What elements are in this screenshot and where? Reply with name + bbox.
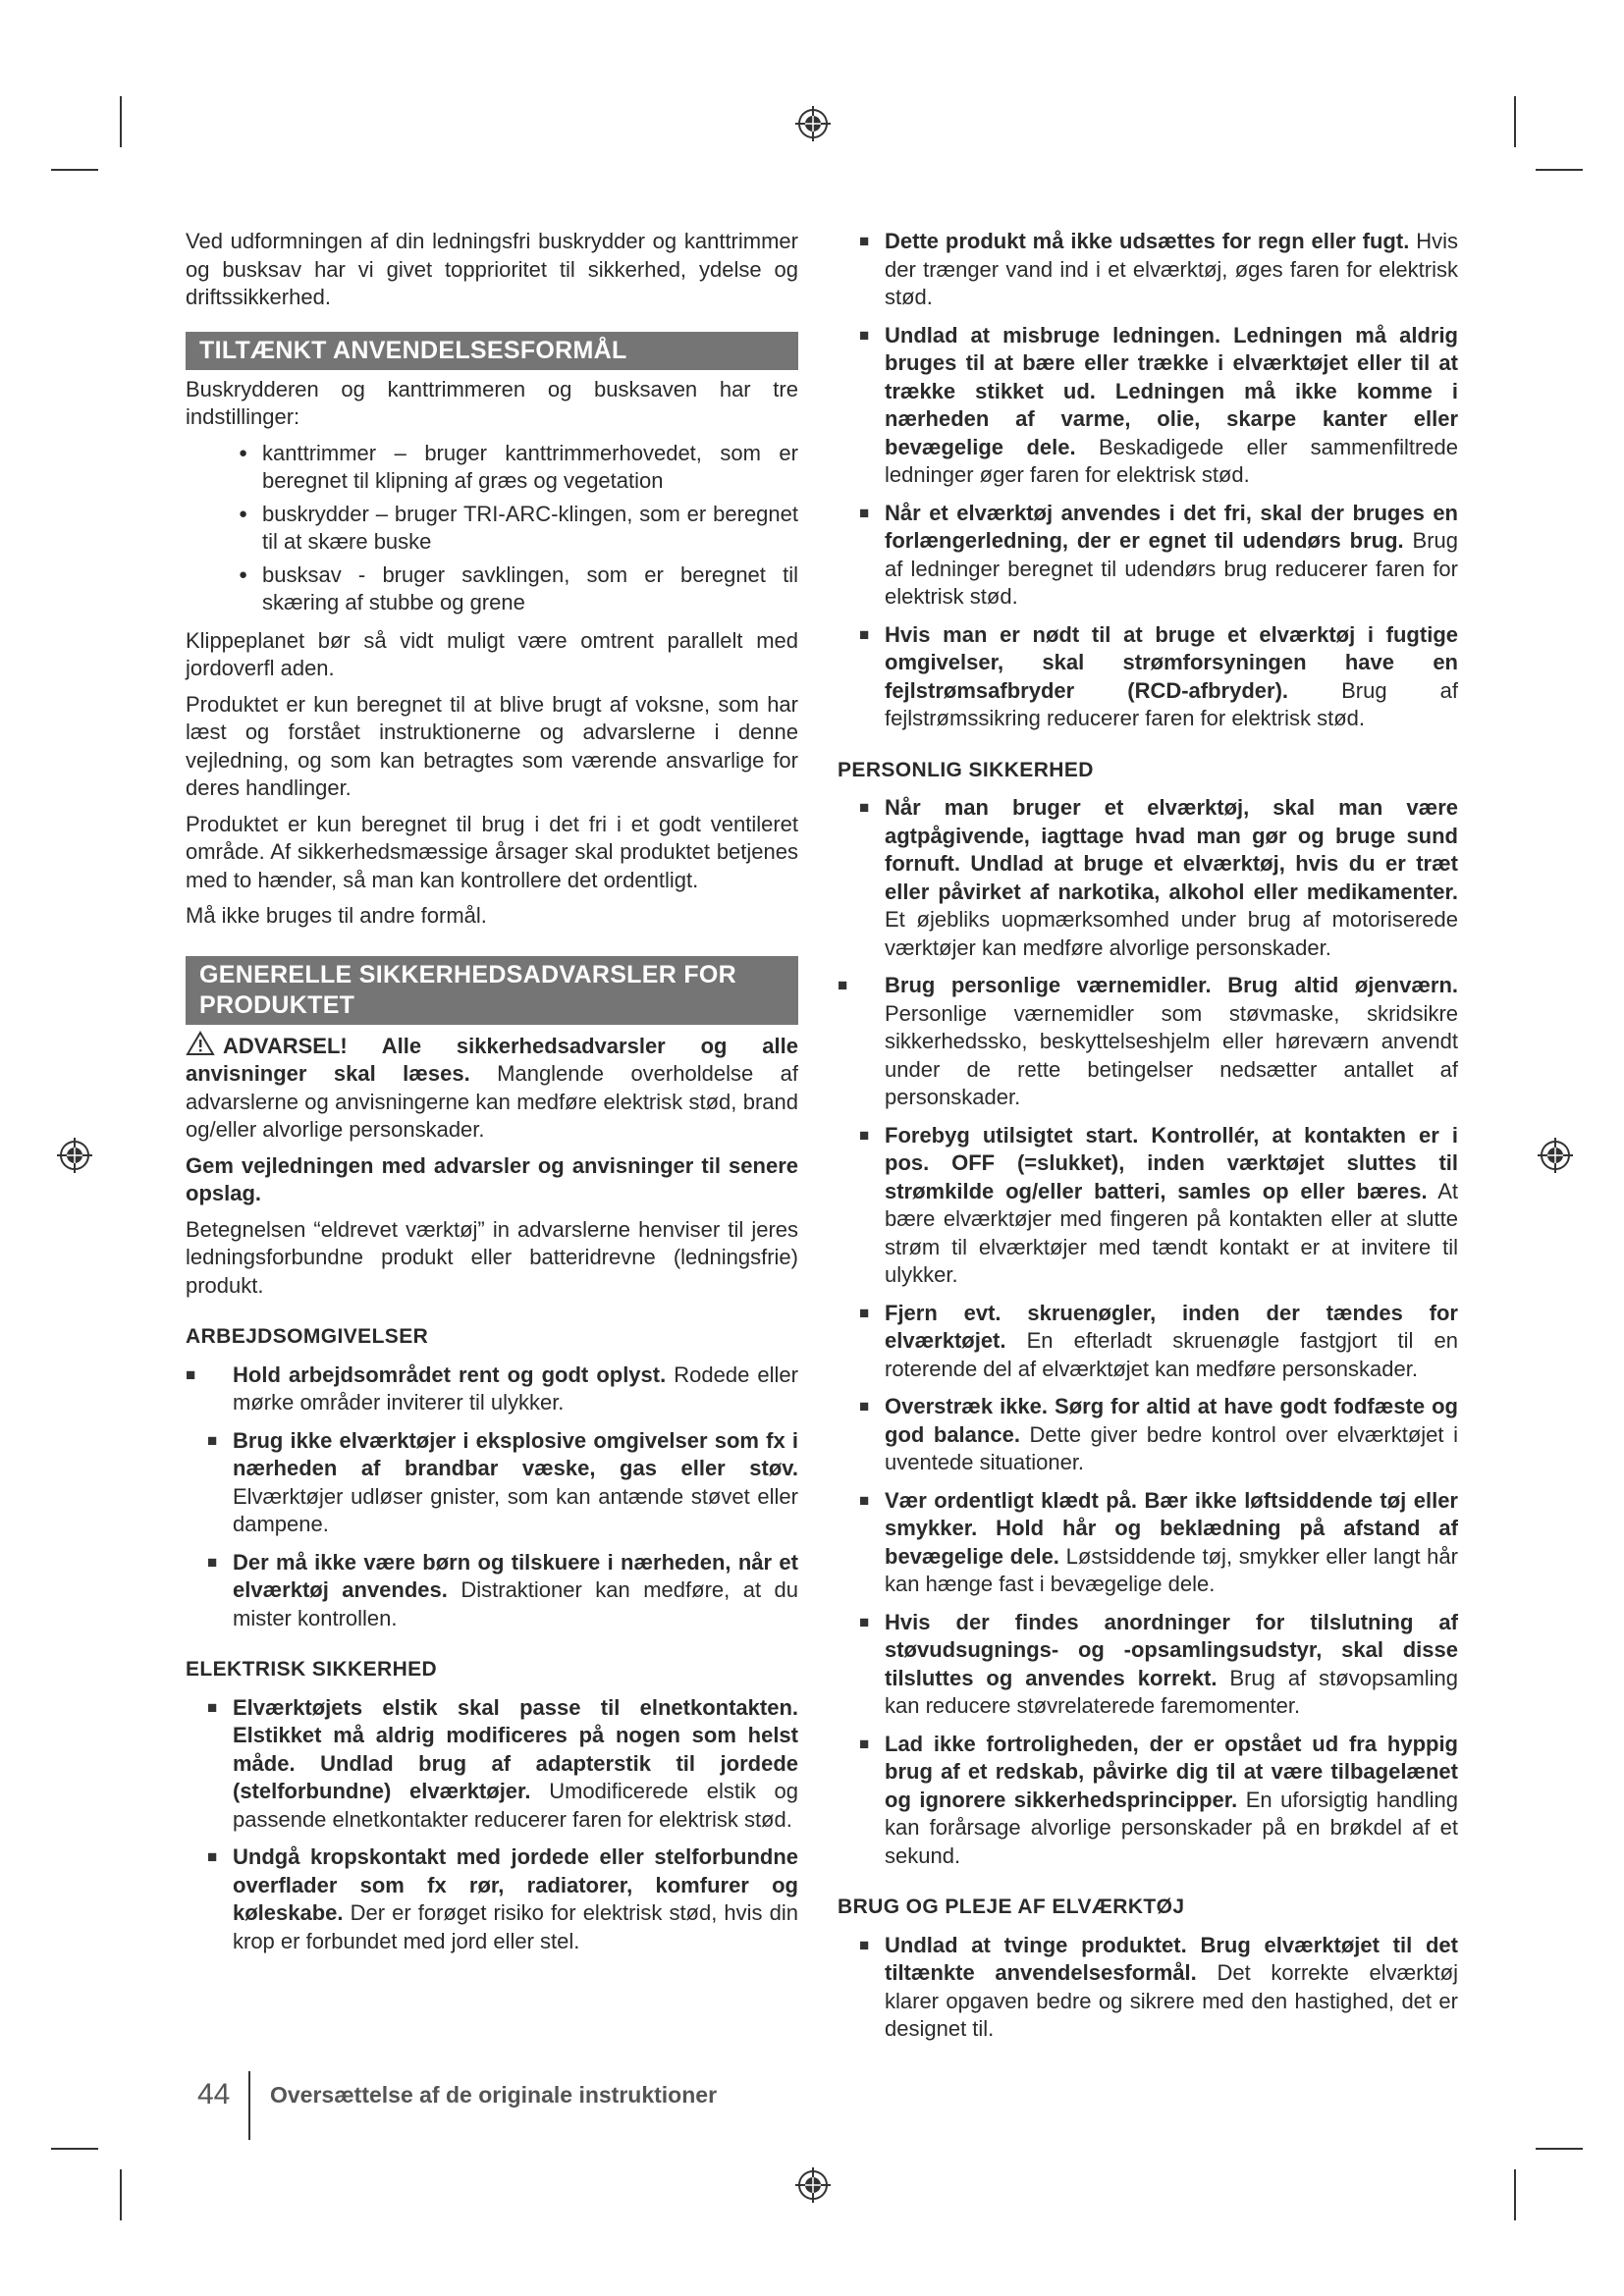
warning-bold: ADVARSEL! Alle sikkerhedsadvarsler og alle anvisninger skal læses. xyxy=(186,1033,798,1086)
warning-triangle-icon xyxy=(186,1031,215,1056)
list-item: ■ Brug personlige værnemidler. Brug altid øjenværn. Personlige værnemidler som støvmaske, skridsikre sikkerhedssko, beskyttelseshjelm eller høreværn anvendt under de rette betingelser nedsætter antallet af personskader. xyxy=(838,972,1458,1112)
list-item: ■ Overstræk ikke. Sørg for altid at have godt fodfæste og god balance. Dette giver bedre kontrol over elværktøjet i uventede situationer. xyxy=(838,1393,1458,1477)
list-item: ■ Forebyg utilsigtet start. Kontrollér, at kontakten er i pos. OFF (=slukket), inden værktøjet sluttes til strømkilde og/eller batteri, samles op eller bæres. At bære elværktøjer med fingeren på kontakten eller at slutte strøm til elværktøjer med tændt kontakt er at invitere til ulykker. xyxy=(838,1122,1458,1290)
registration-mark-icon xyxy=(1536,1136,1575,1175)
list-item: ■ Hvis man er nødt til at bruge et elværktøj i fugtige omgivelser, skal strømforsyningen have en fejlstrømsafbryder (RCD-afbryder). Brug af fejlstrømssikring reducerer faren for elektrisk stød. xyxy=(838,621,1458,733)
subheading-electrical: ELEKTRISK SIKKERHED xyxy=(186,1658,438,1681)
list-item: ■ Undlad at tvinge produktet. Brug elværktøjet til det tiltænkte anvendelsesformål. Det korrekte elværktøj klarer opgaven bedre og sikrere med den hastighed, det er designet til. xyxy=(838,1932,1458,2044)
page-number: 44 xyxy=(197,2078,231,2110)
paragraph: Produktet er kun beregnet til brug i det fri i et godt ventileret område. Af sikkerhedsmæssige årsager skal produktet betjenes med to hænder, så man kan kontrollere det ordentligt. xyxy=(186,811,798,892)
list-item: ■ Dette produkt må ikke udsættes for regn eller fugt. Hvis der trænger vand ind i et elværktøj, øges faren for elektrisk stød. xyxy=(838,228,1458,312)
list-item: ● buskrydder – bruger TRI-ARC-klingen, som er beregnet til at skære buske xyxy=(262,501,798,557)
list-item: ■ Undgå kropskontakt med jordede eller stelforbundne overflader som fx rør, radiatorer, komfurer og køleskabe. Der er forøget risiko for elektrisk stød, hvis din krop er forbundet med jord eller stel. xyxy=(186,1843,798,1955)
registration-mark-icon xyxy=(55,1136,94,1175)
intro-paragraph: Ved udformningen af din ledningsfri buskrydder og kanttrimmer og busksav har vi givet topprioritet til sikkerhed, ydelse og driftssikkerhed. xyxy=(186,229,798,309)
keep-instructions xyxy=(186,1152,798,1208)
list-item: ■ Fjern evt. skruenøgler, inden der tændes for elværktøjet. En efterladt skruenøgle fastgjort til en roterende del af elværktøjet kan medføre personskader. xyxy=(838,1300,1458,1384)
crop-mark xyxy=(1514,2169,1516,2220)
list-item: ● kanttrimmer – bruger kanttrimmerhovedet, som er beregnet til klipning af græs og vegetation xyxy=(262,440,798,496)
list-item: ■ Hold arbejdsområdet rent og godt oplyst. Rodede eller mørke områder inviterer til ulykker. xyxy=(186,1362,798,1417)
section-heading-general-safety: GENERELLE SIKKERHEDSADVARSLER FOR PRODUKTET xyxy=(186,956,798,1025)
crop-mark xyxy=(120,2169,122,2220)
list-item: ■ Elværktøjets elstik skal passe til elnetkontakten. Elstikket må aldrig modificeres på nogen som helst måde. Undlad brug af adapterstik til jordede (stelforbundne) elværktøjer. Umodificerede elstik og passende elnetkontakter reducerer faren for elektrisk stød. xyxy=(186,1694,798,1835)
intended-lead: Buskrydderen og kanttrimmeren og busksaven har tre indstillinger: xyxy=(186,376,798,429)
keep-instructions-text: Gem vejledningen med advarsler og anvisninger til senere opslag. xyxy=(186,1152,798,1205)
right-column xyxy=(838,228,1458,2054)
subheading-work-area: ARBEJDSOMGIVELSER xyxy=(186,1325,429,1348)
registration-mark-icon xyxy=(793,104,833,143)
list-item: ■ Når et elværktøj anvendes i det fri, skal der bruges en forlængerledning, der er egnet til udendørs brug. Brug af ledninger beregnet til udendørs brug reducerer faren for elektrisk stød. xyxy=(838,500,1458,612)
crop-mark xyxy=(1536,169,1583,171)
registration-mark-icon xyxy=(793,2165,833,2205)
crop-mark xyxy=(51,2148,98,2150)
footer-text: Oversættelse af de originale instruktioner xyxy=(270,2082,718,2108)
paragraph: Produktet er kun beregnet til at blive brugt af voksne, som har læst og forstået instruktionerne og advarslerne i denne vejledning, og som kan betragtes som værende ansvarlige for deres handlinger. xyxy=(186,691,798,800)
list-item: ■ Der må ikke være børn og tilskuere i nærheden, når et elværktøj anvendes. Distraktioner kan medføre, at du mister kontrollen. xyxy=(186,1549,798,1633)
left-column xyxy=(186,228,798,1965)
list-item: ■ Lad ikke fortroligheden, der er opstået ud fra hyppig brug af et redskab, påvirke dig til at være tilbagelænet og ignorere sikkerhedsprincipper. En uforsigtig handling kan forårsage alvorlige personskader på en brøkdel af et sekund. xyxy=(838,1731,1458,1871)
list-item: ■ Brug ikke elværktøjer i eksplosive omgivelser som fx i nærheden af brandbar væske, gas eller støv. Elværktøjer udløser gnister, som kan antænde støvet eller dampene. xyxy=(186,1427,798,1539)
crop-mark xyxy=(1536,2148,1583,2150)
crop-mark xyxy=(120,96,122,147)
section-heading-intended-use: TILTÆNKT ANVENDELSESFORMÅL xyxy=(186,332,798,370)
list-item: ■ Hvis der findes anordninger for tilslutning af støvudsugnings- og -opsamlingsudstyr, skal disse tilsluttes og anvendes korrekt. Brug af støvopsamling kan reducere støvrelaterede faremomenter. xyxy=(838,1609,1458,1721)
list-item: ■ Undlad at misbruge ledningen. Ledningen må aldrig bruges til at bære eller trække i elværktøjet eller til at trække stikket ud. Ledningen må ikke komme i nærheden af varme, olie, skarpe kanter eller bevægelige dele. Beskadigede eller sammenfiltrede ledninger øger faren for elektrisk stød. xyxy=(838,322,1458,490)
paragraph: Klippeplanet bør så vidt muligt være omtrent parallelt med jordoverfl aden. xyxy=(186,627,798,680)
warning-text: Manglende overholdelse af advarslerne og anvisningerne kan medføre elektrisk stød, brand og/eller alvorlige personskader. xyxy=(186,1061,798,1142)
term-paragraph: Betegnelsen “eldrevet værktøj” in advarslerne henviser til jeres ledningsforbundne produkt eller batteridrevne (ledningsfrie) produkt. xyxy=(186,1216,798,1298)
paragraph: Må ikke bruges til andre formål. xyxy=(186,903,487,928)
warning-paragraph xyxy=(186,1031,798,1145)
subheading-personal: PERSONLIG SIKKERHED xyxy=(838,758,1094,781)
list-item: ● busksav - bruger savklingen, som er beregnet til skæring af stubbe og grene xyxy=(262,561,798,617)
list-item: ■ Vær ordentligt klædt på. Bær ikke løftsiddende tøj eller smykker. Hold hår og beklædning på afstand af bevægelige dele. Løstsiddende tøj, smykker eller langt hår kan hænge fast i bevægelige dele. xyxy=(838,1487,1458,1599)
crop-mark xyxy=(51,169,98,171)
list-item: ■ Når man bruger et elværktøj, skal man være agtpågivende, iagttage hvad man gør og bruge sund fornuft. Undlad at bruge et elværktøj, hvis du er træt eller påvirket af narkotika, alkohol eller medikamenter. Et øjebliks uopmærksomhed under brug af motoriserede værktøjer kan medføre alvorlige personskader. xyxy=(838,794,1458,962)
subheading-care: BRUG OG PLEJE AF ELVÆRKTØJ xyxy=(838,1896,1185,1918)
crop-mark xyxy=(1514,96,1516,147)
footer-divider xyxy=(248,2071,250,2140)
mode-list xyxy=(186,440,798,617)
